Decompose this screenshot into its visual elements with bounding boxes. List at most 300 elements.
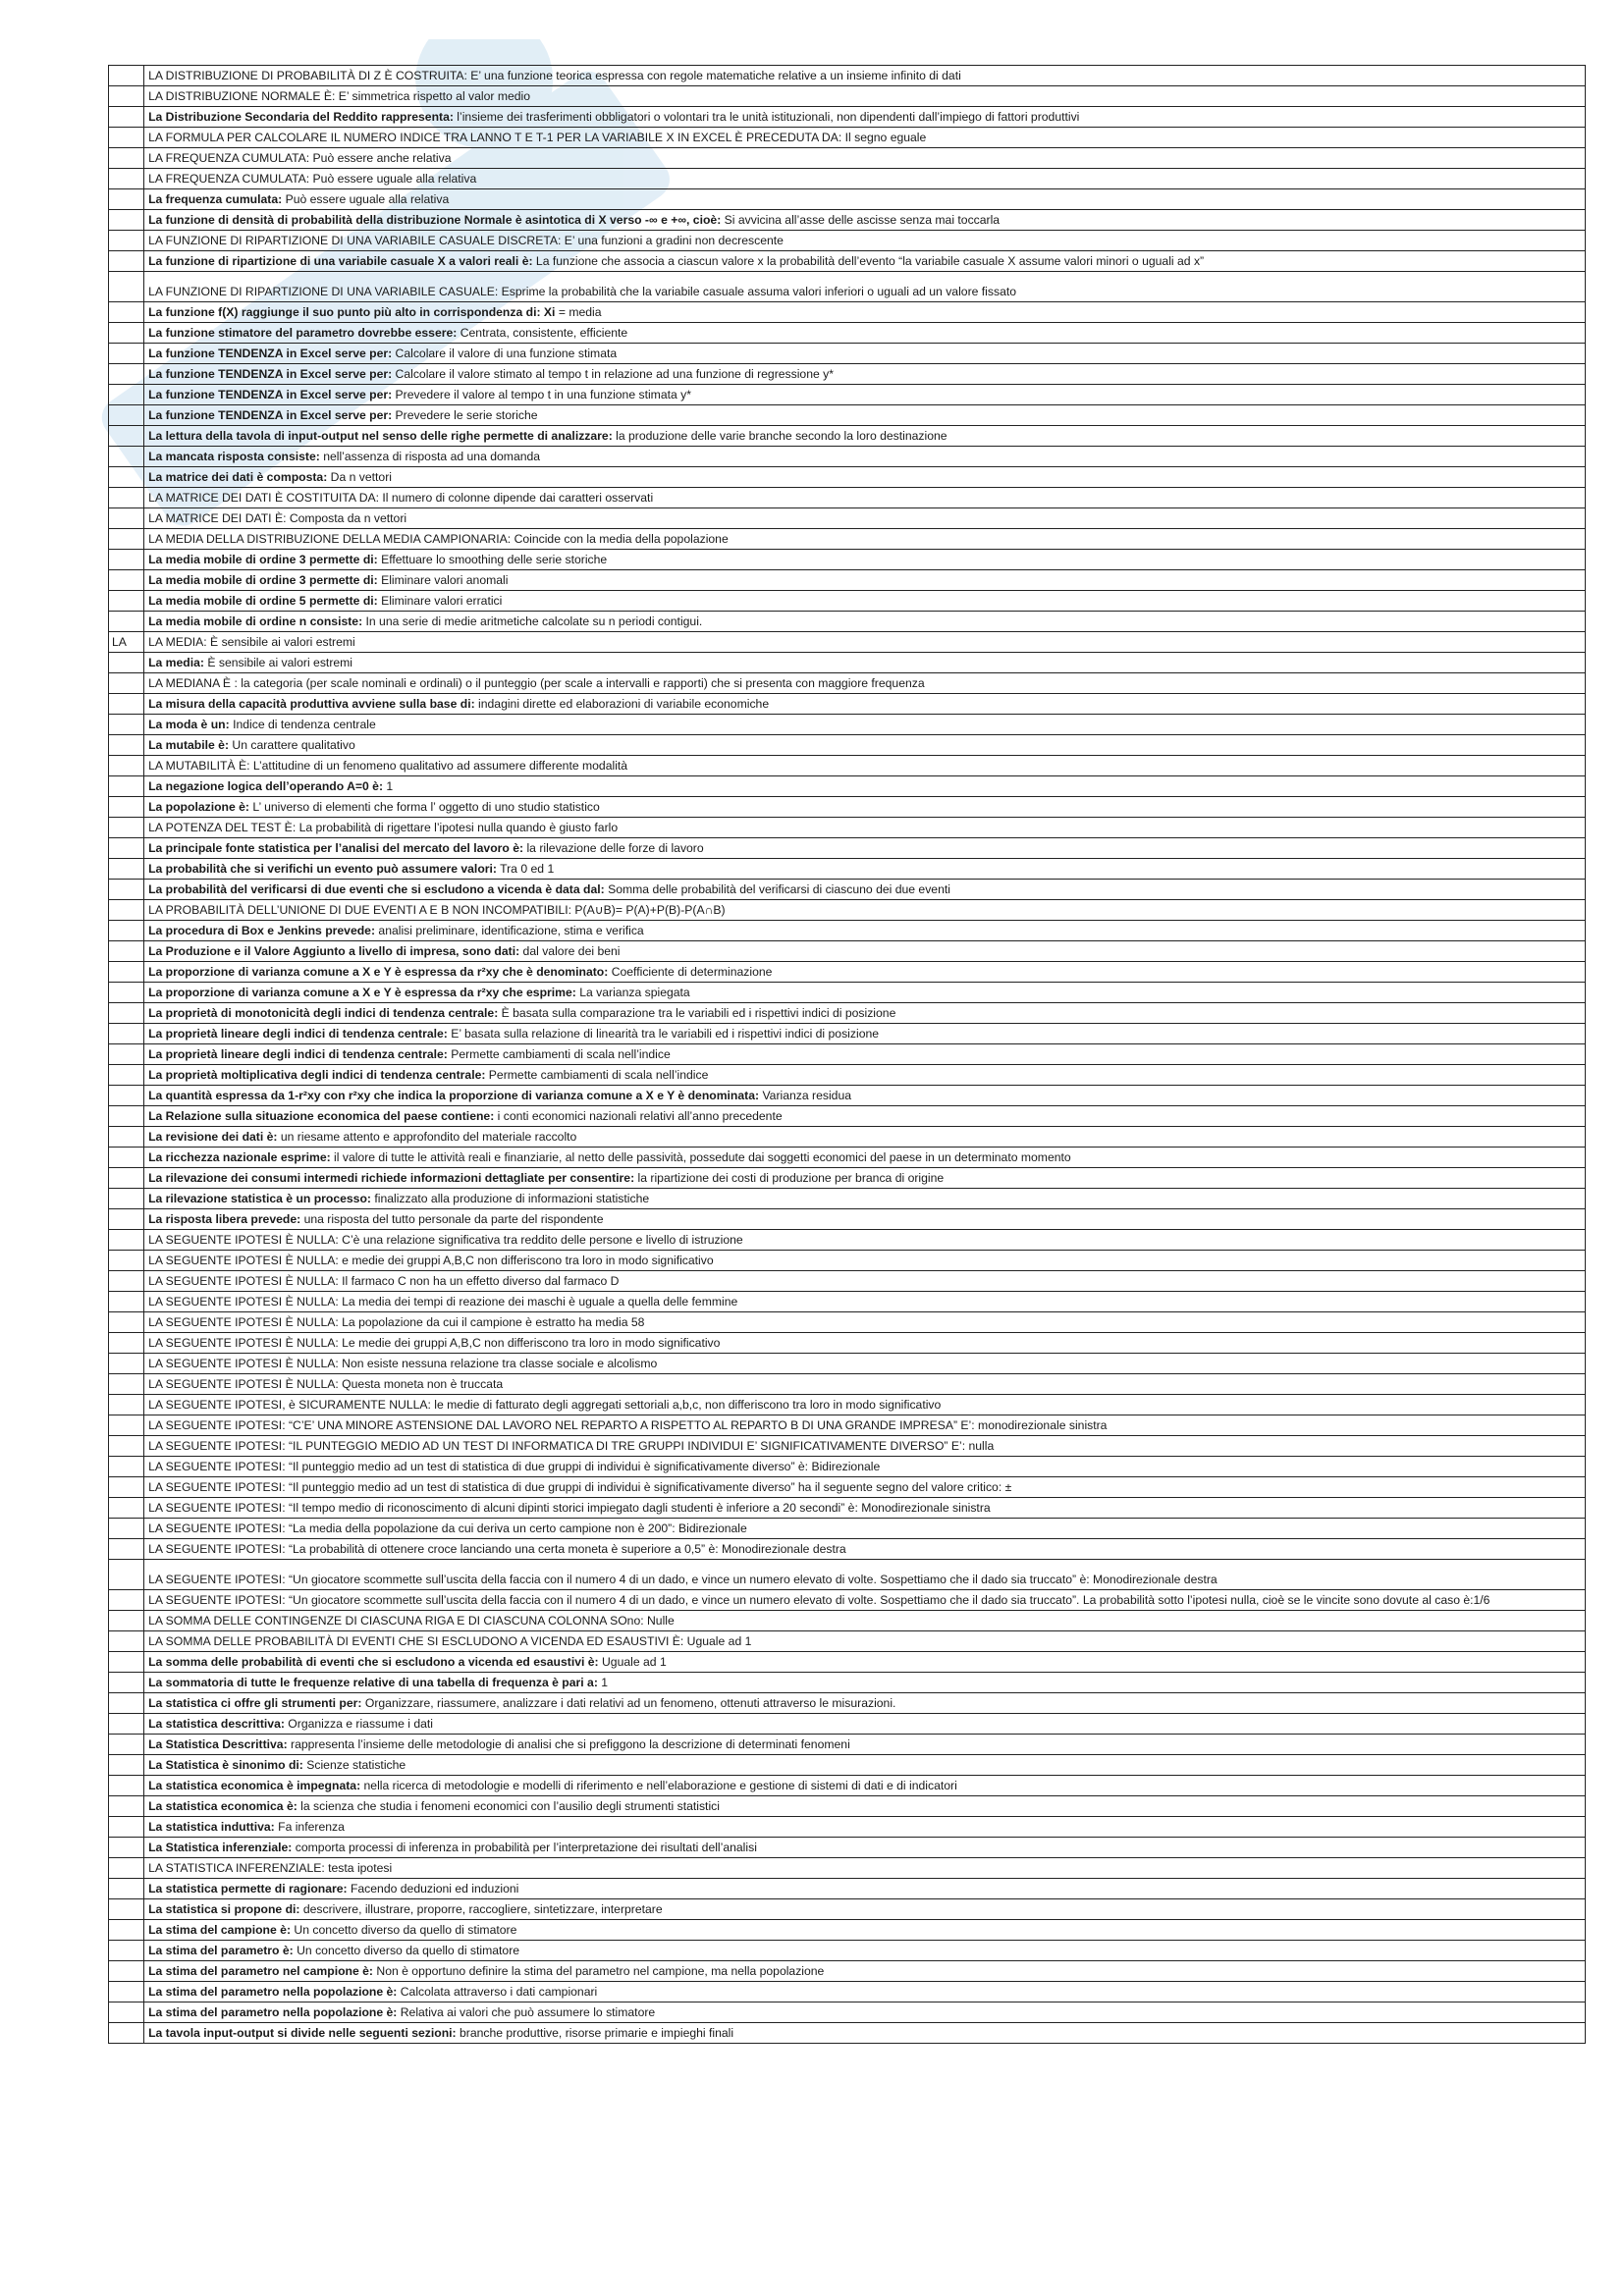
table-row [109, 1899, 1586, 1920]
question-text: La rilevazione statistica è un processo: [148, 1192, 371, 1205]
row-text-cell [144, 1312, 1586, 1333]
row-prefix-cell [109, 447, 144, 467]
row-prefix-cell [109, 1755, 144, 1776]
table-row [109, 1292, 1586, 1312]
table-row [109, 66, 1586, 86]
row-prefix-cell [109, 1003, 144, 1024]
row-prefix-cell [109, 735, 144, 756]
table-row [109, 1251, 1586, 1271]
row-text-cell [144, 66, 1586, 86]
answer-text: LA SEGUENTE IPOTESI È NULLA: Questa moneta non è truccata [148, 1377, 504, 1391]
row-text-cell [144, 1519, 1586, 1539]
row-prefix-cell [109, 591, 144, 612]
row-text-cell [144, 1858, 1586, 1879]
row-prefix-cell [109, 1735, 144, 1755]
answer-text: In una serie di medie aritmetiche calcolate su n periodi contigui. [362, 614, 703, 628]
row-text-cell [144, 1755, 1586, 1776]
table-row [109, 1148, 1586, 1168]
row-prefix-cell [109, 797, 144, 818]
table-row [109, 1044, 1586, 1065]
table-row [109, 1168, 1586, 1189]
question-text: La media mobile di ordine n consiste: [148, 614, 363, 628]
row-text-cell [144, 797, 1586, 818]
row-text-cell [144, 1168, 1586, 1189]
row-prefix-cell [109, 231, 144, 251]
row-prefix-cell [109, 169, 144, 189]
row-prefix-cell [109, 1858, 144, 1879]
row-text-cell [144, 272, 1586, 302]
row-text-cell [144, 364, 1586, 385]
table-row [109, 1519, 1586, 1539]
table-row [109, 323, 1586, 344]
answer-text: dal valore dei beni [519, 944, 621, 958]
row-text-cell [144, 859, 1586, 880]
row-prefix-cell [109, 86, 144, 107]
table-row [109, 1230, 1586, 1251]
table-row [109, 570, 1586, 591]
row-prefix-cell [109, 405, 144, 426]
row-prefix-cell [109, 1941, 144, 1961]
answer-text: nell’assenza di risposta ad una domanda [319, 450, 541, 463]
question-text: La media mobile di ordine 3 permette di: [148, 553, 378, 566]
row-prefix-cell [109, 694, 144, 715]
row-prefix-cell [109, 385, 144, 405]
table-row [109, 1457, 1586, 1477]
row-prefix-cell [109, 148, 144, 169]
row-prefix-cell [109, 1148, 144, 1168]
row-text-cell [144, 1415, 1586, 1436]
question-text: La negazione logica dell’operando A=0 è: [148, 779, 384, 793]
row-prefix-cell [109, 921, 144, 941]
answer-text: Si avvicina all’asse delle ascisse senza mai toccarla [721, 213, 1001, 227]
row-text-cell [144, 694, 1586, 715]
answer-text: LA MATRICE DEI DATI È COSTITUITA DA: Il numero di colonne dipende dai caratteri osservati [148, 491, 654, 505]
row-prefix-cell [109, 1611, 144, 1631]
table-row [109, 715, 1586, 735]
row-text-cell [144, 1127, 1586, 1148]
answer-text: LA SEGUENTE IPOTESI È NULLA: e medie dei gruppi A,B,C non differiscono tra loro in modo significativo [148, 1254, 714, 1267]
row-prefix-cell [109, 1519, 144, 1539]
answer-text: LA SEGUENTE IPOTESI: “Il tempo medio di riconoscimento di alcuni dipinti storici impiegato dagli studenti è inferiore a 20 secondi” è: Monodirezionale sinistra [148, 1501, 991, 1515]
row-prefix-cell [109, 128, 144, 148]
answer-text: Indice di tendenza centrale [229, 718, 376, 731]
row-prefix-cell [109, 859, 144, 880]
row-prefix-cell [109, 612, 144, 632]
row-text-cell [144, 1189, 1586, 1209]
row-prefix-cell [109, 653, 144, 673]
row-text-cell [144, 231, 1586, 251]
answer-text: 1 [383, 779, 394, 793]
row-text-cell [144, 1652, 1586, 1673]
question-text: La statistica economica è impegnata: [148, 1779, 361, 1792]
table-row [109, 591, 1586, 612]
answer-text: Organizzare, riassumere, analizzare i dati relativi ad un fenomeno, ottenuti attraverso le misurazioni. [361, 1696, 896, 1710]
question-text: La statistica permette di ragionare: [148, 1882, 348, 1896]
row-prefix-cell [109, 1024, 144, 1044]
table-row [109, 189, 1586, 210]
answer-text: Un concetto diverso da quello di stimatore [291, 1923, 517, 1937]
table-row [109, 1879, 1586, 1899]
table-row [109, 941, 1586, 962]
answer-text: LA SEGUENTE IPOTESI: “Un giocatore scommette sull’uscita della faccia con il numero 4 di un dado, e vince un numero elevato di volte. Sospettiamo che il dado sia truccato” è: Monodirezionale destra [148, 1573, 1218, 1586]
answer-text: la scienza che studia i fenomeni economici con l’ausilio degli strumenti statistici [297, 1799, 720, 1813]
table-row [109, 1693, 1586, 1714]
answer-text: LA SOMMA DELLE CONTINGENZE DI CIASCUNA RIGA E DI CIASCUNA COLONNA SOno: Nulle [148, 1614, 675, 1628]
row-text-cell [144, 591, 1586, 612]
row-text-cell [144, 405, 1586, 426]
row-prefix-cell [109, 818, 144, 838]
row-text-cell [144, 776, 1586, 797]
row-text-cell [144, 210, 1586, 231]
answer-text: LA SEGUENTE IPOTESI È NULLA: La media dei tempi di reazione dei maschi è uguale a quella delle femmine [148, 1295, 738, 1308]
answer-text: Prevedere le serie storiche [392, 408, 538, 422]
table-row [109, 1796, 1586, 1817]
table-row [109, 1333, 1586, 1354]
row-prefix-cell [109, 550, 144, 570]
row-text-cell [144, 756, 1586, 776]
row-text-cell [144, 983, 1586, 1003]
table-row [109, 776, 1586, 797]
question-text: La quantità espressa da 1-r²xy con r²xy che indica la proporzione di varianza comune a X e Y è denominata: [148, 1089, 760, 1102]
table-row [109, 1189, 1586, 1209]
table-row [109, 210, 1586, 231]
table-row [109, 1920, 1586, 1941]
row-prefix-cell [109, 2023, 144, 2044]
quiz-answer-table [108, 65, 1586, 2044]
row-text-cell [144, 1539, 1586, 1560]
answer-text: LA FUNZIONE DI RIPARTIZIONE DI UNA VARIABILE CASUALE: Esprime la probabilità che la variabile casuale assuma valori inferiori o uguali ad un valore fissato [148, 285, 1017, 298]
row-text-cell [144, 323, 1586, 344]
answer-text: Può essere uguale alla relativa [282, 192, 450, 206]
row-text-cell [144, 1457, 1586, 1477]
row-prefix-cell [109, 1354, 144, 1374]
answer-text: branche produttive, risorse primarie e impieghi finali [456, 2026, 734, 2040]
table-row [109, 231, 1586, 251]
row-prefix-cell [109, 1673, 144, 1693]
row-text-cell [144, 1271, 1586, 1292]
question-text: La statistica ci offre gli strumenti per: [148, 1696, 362, 1710]
row-text-cell [144, 86, 1586, 107]
table-row [109, 1858, 1586, 1879]
answer-text: comporta processi di inferenza in probabilità per l’interpretazione dei risultati dell’analisi [292, 1841, 757, 1854]
answer-text: LA SOMMA DELLE PROBABILITÀ DI EVENTI CHE SI ESCLUDONO A VICENDA ED ESAUSTIVI È: Uguale ad 1 [148, 1634, 752, 1648]
row-text-cell [144, 1065, 1586, 1086]
row-prefix-cell [109, 1333, 144, 1354]
table-row [109, 148, 1586, 169]
answer-text: LA SEGUENTE IPOTESI, è SICURAMENTE NULLA: le medie di fatturato degli aggregati settoriali a,b,c, non differiscono tra loro in modo significativo [148, 1398, 942, 1412]
answer-text: una risposta del tutto personale da parte del rispondente [300, 1212, 604, 1226]
question-text: La funzione TENDENZA in Excel serve per: [148, 347, 393, 360]
row-text-cell [144, 612, 1586, 632]
row-prefix-cell [109, 66, 144, 86]
row-text-cell [144, 1735, 1586, 1755]
row-prefix-cell [109, 1498, 144, 1519]
answer-text: analisi preliminare, identificazione, stima e verifica [375, 924, 644, 937]
row-prefix-cell [109, 880, 144, 900]
row-text-cell [144, 1024, 1586, 1044]
row-text-cell [144, 2023, 1586, 2044]
answer-text: Varianza residua [759, 1089, 852, 1102]
row-prefix-cell [109, 251, 144, 272]
table-row [109, 1312, 1586, 1333]
table-row [109, 838, 1586, 859]
row-text-cell [144, 189, 1586, 210]
row-prefix-cell [109, 1477, 144, 1498]
question-text: La mutabile è: [148, 738, 230, 752]
row-text-cell [144, 1333, 1586, 1354]
answer-text: 1 [597, 1676, 609, 1689]
table-row [109, 2002, 1586, 2023]
table-row [109, 1611, 1586, 1631]
table-row [109, 1127, 1586, 1148]
answer-text: nella ricerca di metodologie e modelli di riferimento e nell’elaborazione e gestione di sistemi di dati e di indicatori [360, 1779, 957, 1792]
row-text-cell [144, 1776, 1586, 1796]
question-text: La stima del parametro è: [148, 1944, 294, 1957]
question-text: La Statistica è sinonimo di: [148, 1758, 303, 1772]
row-prefix-cell [109, 1106, 144, 1127]
row-text-cell [144, 1498, 1586, 1519]
question-text: La Distribuzione Secondaria del Reddito rappresenta: [148, 110, 454, 124]
row-prefix-cell [109, 1457, 144, 1477]
question-text: La media: [148, 656, 204, 669]
answer-text: LA SEGUENTE IPOTESI È NULLA: Non esiste nessuna relazione tra classe sociale e alcolismo [148, 1357, 658, 1370]
answer-text: Centrata, consistente, efficiente [457, 326, 628, 340]
answer-text: LA MEDIA: È sensibile ai valori estremi [148, 635, 355, 649]
table-row [109, 1838, 1586, 1858]
row-text-cell [144, 1395, 1586, 1415]
row-text-cell [144, 921, 1586, 941]
answer-text: Prevedere il valore al tempo t in una funzione stimata y* [392, 388, 692, 401]
row-text-cell [144, 1354, 1586, 1374]
row-prefix-cell [109, 1395, 144, 1415]
row-text-cell [144, 385, 1586, 405]
answer-text: Fa inferenza [274, 1820, 345, 1834]
row-prefix-cell [109, 1189, 144, 1209]
table-row [109, 1436, 1586, 1457]
question-text: La probabilità del verificarsi di due eventi che si escludono a vicenda è data dal: [148, 882, 605, 896]
question-text: La funzione f(X) raggiunge il suo punto più alto in corrispondenza di: Xi [148, 305, 556, 319]
answer-text: LA SEGUENTE IPOTESI: “IL PUNTEGGIO MEDIO AD UN TEST DI INFORMATICA DI TRE GRUPPI INDIVIDUI E’ SIGNIFICATIVAMENTE DIVERSO” E’: nulla [148, 1439, 995, 1453]
row-text-cell [144, 1941, 1586, 1961]
question-text: La frequenza cumulata: [148, 192, 283, 206]
row-text-cell [144, 344, 1586, 364]
row-text-cell [144, 1044, 1586, 1065]
row-prefix-cell [109, 1065, 144, 1086]
question-text: La proporzione di varianza comune a X e Y è espressa da r²xy che è denominato: [148, 965, 609, 979]
question-text: La stima del campione è: [148, 1923, 292, 1937]
table-row [109, 1755, 1586, 1776]
row-prefix-cell [109, 189, 144, 210]
row-prefix-cell [109, 1560, 144, 1590]
question-text: La rilevazione dei consumi intermedi richiede informazioni dettagliate per consentire: [148, 1171, 635, 1185]
answer-text: LA MUTABILITÀ È: L’attitudine di un fenomeno qualitativo ad assumere differente modalità [148, 759, 628, 773]
table-row [109, 1941, 1586, 1961]
table-row [109, 900, 1586, 921]
table-row [109, 426, 1586, 447]
row-prefix-cell [109, 1436, 144, 1457]
question-text: La procedura di Box e Jenkins prevede: [148, 924, 376, 937]
row-prefix-cell [109, 1920, 144, 1941]
answer-text: Organizza e riassume i dati [284, 1717, 433, 1731]
table-row [109, 128, 1586, 148]
table-row [109, 1395, 1586, 1415]
question-text: La sommatoria di tutte le frequenze relative di una tabella di frequenza è pari a: [148, 1676, 598, 1689]
row-text-cell [144, 1292, 1586, 1312]
answer-text: Eliminare valori erratici [377, 594, 503, 608]
question-text: La popolazione è: [148, 800, 249, 814]
table-row [109, 983, 1586, 1003]
row-text-cell [144, 838, 1586, 859]
row-prefix-cell [109, 529, 144, 550]
row-text-cell [144, 2002, 1586, 2023]
row-text-cell [144, 508, 1586, 529]
row-text-cell [144, 1086, 1586, 1106]
answer-text: LA DISTRIBUZIONE NORMALE È: E’ simmetrica rispetto al valor medio [148, 89, 531, 103]
row-text-cell [144, 1590, 1586, 1611]
row-prefix-cell [109, 1693, 144, 1714]
table-row [109, 1673, 1586, 1693]
table-row [109, 169, 1586, 189]
table-row [109, 921, 1586, 941]
row-text-cell [144, 302, 1586, 323]
question-text: La proprietà lineare degli indici di tendenza centrale: [148, 1047, 448, 1061]
row-prefix-cell [109, 776, 144, 797]
answer-text: la rilevazione delle forze di lavoro [523, 841, 704, 855]
answer-text: LA SEGUENTE IPOTESI È NULLA: C’è una relazione significativa tra reddito delle persone e livello di istruzione [148, 1233, 743, 1247]
row-prefix-cell [109, 364, 144, 385]
question-text: La misura della capacità produttiva avviene sulla base di: [148, 697, 475, 711]
answer-text: Non è opportuno definire la stima del parametro nel campione, ma nella popolazione [373, 1964, 825, 1978]
table-row [109, 859, 1586, 880]
table-row [109, 1354, 1586, 1374]
row-text-cell [144, 1106, 1586, 1127]
question-text: La statistica induttiva: [148, 1820, 275, 1834]
answer-text: L’ universo di elementi che forma l’ oggetto di uno studio statistico [248, 800, 600, 814]
answer-text: Calcolare il valore di una funzione stimata [392, 347, 618, 360]
table-row [109, 1024, 1586, 1044]
row-text-cell [144, 673, 1586, 694]
answer-text: La funzione che associa a ciascun valore x la probabilità dell’evento “la variabile casuale X assume valori minori o uguali ad x” [532, 254, 1205, 268]
answer-text: LA SEGUENTE IPOTESI: “Il punteggio medio ad un test di statistica di due gruppi di individui è significativamente diverso” ha il seguente segno del valore critico: ± [148, 1480, 1012, 1494]
row-text-cell [144, 1003, 1586, 1024]
row-text-cell [144, 1673, 1586, 1693]
table-row [109, 818, 1586, 838]
table-row [109, 962, 1586, 983]
answer-text: LA MEDIANA È : la categoria (per scale nominali e ordinali) o il punteggio (per scale a intervalli e rapporti) che si presenta con maggiore frequenza [148, 676, 925, 690]
row-prefix-cell [109, 1374, 144, 1395]
table-row [109, 1652, 1586, 1673]
question-text: La proporzione di varianza comune a X e Y è espressa da r²xy che esprime: [148, 986, 576, 999]
row-text-cell [144, 715, 1586, 735]
table-row [109, 1209, 1586, 1230]
table-row [109, 364, 1586, 385]
table-row [109, 1415, 1586, 1436]
row-text-cell [144, 1693, 1586, 1714]
answer-text: Facendo deduzioni ed induzioni [347, 1882, 519, 1896]
answer-text: l’insieme dei trasferimenti obbligatori o volontari tra le unità istituzionali, non dipendenti dall’impiego di fattori produttivi [453, 110, 1080, 124]
table-row [109, 1560, 1586, 1590]
answer-text: un riesame attento e approfondito del materiale raccolto [277, 1130, 577, 1144]
row-text-cell [144, 1982, 1586, 2002]
table-row [109, 880, 1586, 900]
row-prefix-cell [109, 302, 144, 323]
answer-text: i conti economici nazionali relativi all’anno precedente [494, 1109, 783, 1123]
table-row [109, 1065, 1586, 1086]
table-row [109, 653, 1586, 673]
answer-text: Un concetto diverso da quello di stimatore [293, 1944, 520, 1957]
answer-text: LA PROBABILITÀ DELL’UNIONE DI DUE EVENTI A E B NON INCOMPATIBILI: P(A∪B)= P(A)+P(B)-P(A∩B) [148, 903, 726, 917]
answer-text: LA DISTRIBUZIONE DI PROBABILITÀ DI Z È COSTRUITA: E’ una funzione teorica espressa con regole matematiche relative a un insieme infinito di dati [148, 69, 961, 82]
answer-text: Relativa ai valori che può assumere lo stimatore [397, 2005, 656, 2019]
question-text: La matrice dei dati è composta: [148, 470, 328, 484]
row-prefix-cell [109, 673, 144, 694]
answer-text: LA SEGUENTE IPOTESI: “C’E’ UNA MINORE ASTENSIONE DAL LAVORO NEL REPARTO A RISPETTO AL REPARTO B DI UNA GRANDE IMPRESA” E’: monodirezionale sinistra [148, 1418, 1108, 1432]
row-text-cell [144, 570, 1586, 591]
table-row [109, 1271, 1586, 1292]
row-prefix-cell [109, 508, 144, 529]
row-text-cell [144, 735, 1586, 756]
row-text-cell [144, 1374, 1586, 1395]
table-row [109, 797, 1586, 818]
row-text-cell [144, 962, 1586, 983]
answer-text: finalizzato alla produzione di informazioni statistiche [370, 1192, 650, 1205]
question-text: La Relazione sulla situazione economica del paese contiene: [148, 1109, 495, 1123]
row-text-cell [144, 1631, 1586, 1652]
answer-text: Scienze statistiche [302, 1758, 406, 1772]
answer-text: LA FREQUENZA CUMULATA: Può essere uguale alla relativa [148, 172, 477, 186]
row-text-cell [144, 1230, 1586, 1251]
row-text-cell [144, 148, 1586, 169]
row-text-cell [144, 1817, 1586, 1838]
question-text: La funzione di densità di probabilità della distribuzione Normale è asintotica di X verso -∞ e +∞, cioè: [148, 213, 722, 227]
answer-text: LA FREQUENZA CUMULATA: Può essere anche relativa [148, 151, 452, 165]
question-text: La mancata risposta consiste: [148, 450, 320, 463]
row-prefix-cell [109, 715, 144, 735]
question-text: La tavola input-output si divide nelle seguenti sezioni: [148, 2026, 457, 2040]
table-row [109, 1498, 1586, 1519]
table-row [109, 2023, 1586, 2044]
answer-text: LA POTENZA DEL TEST È: La probabilità di rigettare l’ipotesi nulla quando è giusto farlo [148, 821, 619, 834]
row-prefix-cell [109, 323, 144, 344]
question-text: La media mobile di ordine 5 permette di: [148, 594, 378, 608]
row-text-cell [144, 1920, 1586, 1941]
answer-text: LA SEGUENTE IPOTESI È NULLA: Le medie dei gruppi A,B,C non differiscono tra loro in modo significativo [148, 1336, 721, 1350]
answer-text: La varianza spiegata [575, 986, 690, 999]
table-row [109, 529, 1586, 550]
question-text: La principale fonte statistica per l’analisi del mercato del lavoro è: [148, 841, 524, 855]
answer-text: Coefficiente di determinazione [608, 965, 773, 979]
table-row [109, 1374, 1586, 1395]
table-row [109, 735, 1586, 756]
row-prefix-cell [109, 1127, 144, 1148]
row-text-cell [144, 1560, 1586, 1590]
table-row [109, 694, 1586, 715]
row-prefix-cell [109, 1714, 144, 1735]
row-prefix-cell [109, 1838, 144, 1858]
row-text-cell [144, 1879, 1586, 1899]
row-prefix-cell [109, 2002, 144, 2023]
answer-text: LA SEGUENTE IPOTESI: “Il punteggio medio ad un test di statistica di due gruppi di individui è significativamente diverso” è: Bidirezionale [148, 1460, 881, 1473]
row-prefix-cell [109, 1415, 144, 1436]
row-prefix-cell [109, 983, 144, 1003]
row-text-cell [144, 1714, 1586, 1735]
answer-text: la produzione delle varie branche secondo la loro destinazione [612, 429, 947, 443]
row-text-cell [144, 169, 1586, 189]
row-text-cell [144, 1436, 1586, 1457]
row-text-cell [144, 653, 1586, 673]
row-text-cell [144, 1899, 1586, 1920]
row-prefix-cell [109, 1539, 144, 1560]
